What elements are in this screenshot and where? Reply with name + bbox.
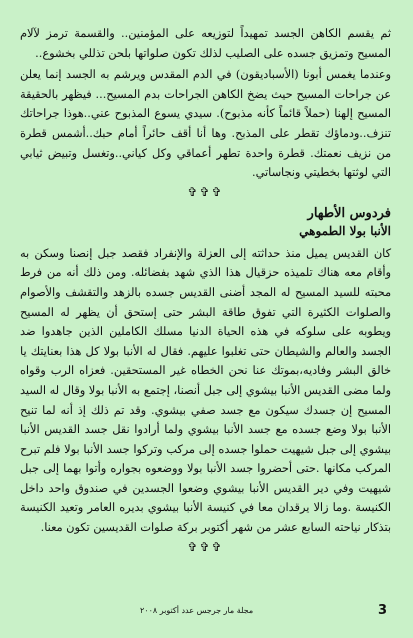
body-paragraph-saint-biography: كان القديس يميل منذ حداثته إلى العزلة والإنفراد فقصد جبل إنصنا وسكن به وأقام معه هناك تلميذه حزقيال هذا الذي شهد بفضائله. ومن ذلك أنه من فرط محبته للسيد المسيح له المجد أضنى القديس جسده بالزهد والتقشف والأصوام والصلوات الكثيرة التي تفوق طاقة البشر حتى إستحق أن يظهر له المسيح ويطوبه على سلوكه في هذه الحياة الدنيا مسلك الكاملين الذين جاهدوا ضد الجسد والعالم والشيطان حتى تغلبوا عليهم. فقال له الأنبا بولا كل هذا بعنايتك يا خالق البشر وفاديه،بموتك عنا نحن الخطاه غير المستحقين. فعزاه الرب وقواه ولما مضى القديس الأنبا بيشوي إلى جبل أنصنا، إجتمع به الأنبا بولا وقال له السيد المسيح إن جسدك سيكون مع جسد صفي بيشوي. وقد تم ذلك إذ أنه لما تنيح الأنبا بولا وضع جسده مع جسد الأنبا بيشوي ولما أرادوا نقل جسد القديس الأنبا بيشوي إلى جبل شيهيت حملوا جسده إلى مركب وتركوا جسد الأنبا بولا فلم تبرح المركب مكانها .حتى أحضروا جسد الأنبا بولا ووضعوه بجواره وأتوا بهما إلى جبل شيهيت وفي دير القديس الأنبا بيشوي وضعوا الجسدين في صندوق واحد داخل الكنيسة .وما زالا يرقدان معا في كنيسة الأنبا بيشوي بديره العامر وتعيد الكنيسة بتذكار نياحته السابع عشر من شهر أكتوبر بركة صلوات القديسين تكون معنا. bbox=[20, 246, 391, 535]
section-title: فردوس الأطهار bbox=[307, 205, 391, 221]
body-paragraph-intro: ثم يقسم الكاهن الجسد تمهيداً لتوزيعه على المؤمنين.. والقسمة ترمز لآلام المسيح وتمزيق جسده على الصليب لذلك تكون صلواتها بلحن تذللي بخشوع.. bbox=[20, 27, 391, 60]
magazine-footer: مجلة مار جرجس عدد أكتوبر ٢٠٠٨ bbox=[140, 606, 254, 615]
crosses-divider-end-icon: ✞✞✞ bbox=[187, 539, 224, 554]
section-subtitle: الأنبا بولا الطموهي bbox=[299, 223, 391, 238]
page-number: 3 bbox=[378, 603, 388, 618]
body-paragraph-wounds: وعندما يغمس أبونا (الأسباديقون) في الدم المقدس ويرشم به الجسد إنما يعلن عن جراحات المسيح حيث يضخ الكاهن الجراحات بدم المسيح... فيظهر بالحقيقة المسيح إلهنا (حملاً قائماً كأنه مذبوح). سيدي يسوع المذبوح عني..هوذا جراحاتك تنزف..ودماؤك تقطر على المذبح. وها أنا أقف حائراً أمام حبك..أشمس قطرة من نزيف نعمتك. قطرة واحدة تطهر أعماقي وكل كياني..وتغسل وتبيض ثيابي التي لوثتها بخطيتي ونجاساتي. bbox=[20, 68, 391, 180]
crosses-divider-icon: ✞✞✞ bbox=[187, 184, 224, 199]
